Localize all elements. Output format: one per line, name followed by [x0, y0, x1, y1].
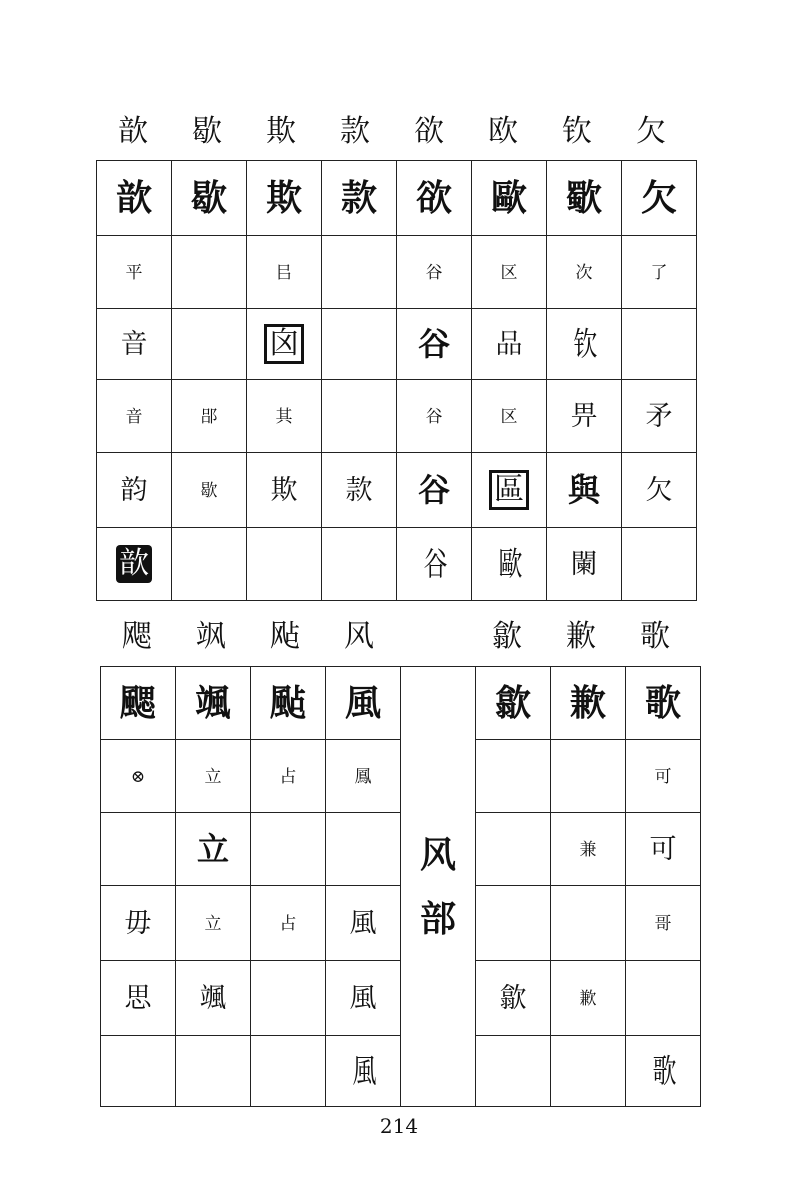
glyph-cell	[101, 740, 176, 813]
glyph-cell	[476, 961, 551, 1036]
glyph-cell	[547, 236, 622, 309]
glyph-cell	[322, 309, 397, 380]
bottom-right-header: 歌	[640, 619, 670, 654]
glyph-cell	[97, 161, 172, 236]
script-glyph: 闌	[570, 548, 598, 580]
glyph-cell	[97, 453, 172, 528]
top-header: 欠	[636, 114, 666, 149]
department-label: 部	[419, 897, 456, 940]
glyph-cell	[176, 961, 251, 1036]
glyph-cell	[551, 886, 626, 961]
glyph-cell	[326, 740, 401, 813]
top-header: 欧	[488, 114, 518, 149]
bottom-character-table	[100, 666, 701, 1107]
glyph-cell	[326, 813, 401, 886]
glyph-cell	[322, 236, 397, 309]
glyph-cell	[97, 528, 172, 601]
top-header: 歆	[118, 114, 148, 149]
script-glyph: 次	[575, 262, 593, 283]
glyph-cell	[176, 667, 251, 740]
script-glyph: 区	[500, 406, 518, 427]
glyph-cell	[397, 236, 472, 309]
glyph-cell	[547, 161, 622, 236]
script-glyph: 了	[650, 262, 668, 283]
table-row	[97, 236, 697, 309]
script-glyph: 颯	[199, 982, 227, 1014]
script-glyph: 可	[654, 766, 672, 787]
script-glyph: 立	[204, 913, 222, 934]
glyph-cell	[476, 667, 551, 740]
glyph-cell	[172, 161, 247, 236]
top-header-row	[96, 112, 688, 152]
glyph-cell	[397, 380, 472, 453]
glyph-cell	[622, 161, 697, 236]
glyph-cell	[551, 740, 626, 813]
glyph-cell	[251, 961, 326, 1036]
script-glyph: 欺	[270, 474, 298, 506]
script-glyph: 思	[124, 982, 152, 1014]
script-glyph: 款	[340, 177, 377, 219]
glyph-cell	[101, 886, 176, 961]
script-glyph: 其	[275, 406, 293, 427]
script-glyph: 谷	[425, 262, 443, 283]
glyph-cell	[251, 1036, 326, 1107]
glyph-cell	[322, 161, 397, 236]
script-glyph: 颭	[269, 682, 306, 724]
script-glyph: 歉	[579, 988, 597, 1009]
script-glyph: 可	[649, 833, 677, 865]
department-label: 风	[419, 833, 456, 876]
script-glyph: 歇	[200, 480, 218, 501]
bottom-left-header: 飔	[122, 619, 152, 654]
glyph-cell	[172, 528, 247, 601]
script-glyph: 歙	[499, 982, 527, 1014]
bottom-left-header: 飒	[196, 619, 226, 654]
bottom-right-header-row	[470, 617, 692, 657]
script-glyph: 占	[279, 766, 297, 787]
glyph-cell	[551, 961, 626, 1036]
page-number: 214	[379, 1114, 419, 1138]
script-glyph: 毋	[124, 907, 152, 939]
glyph-cell	[101, 961, 176, 1036]
glyph-cell	[322, 528, 397, 601]
glyph-cell	[322, 453, 397, 528]
glyph-cell	[176, 813, 251, 886]
bottom-left-header-row	[100, 617, 396, 657]
glyph-cell	[97, 309, 172, 380]
glyph-cell	[626, 740, 701, 813]
script-glyph: 平	[125, 262, 143, 283]
script-glyph: 歐	[498, 545, 520, 583]
script-glyph: 歙	[494, 682, 531, 724]
script-glyph: 欺	[265, 177, 302, 219]
glyph-cell	[626, 667, 701, 740]
glyph-cell	[476, 886, 551, 961]
glyph-cell	[251, 886, 326, 961]
script-glyph: 款	[345, 474, 373, 506]
script-glyph: 欠	[645, 474, 673, 506]
script-glyph: 欠	[640, 177, 677, 219]
top-header: 歇	[192, 114, 222, 149]
script-glyph: 立	[204, 766, 222, 787]
glyph-cell	[322, 380, 397, 453]
glyph-cell	[397, 453, 472, 528]
top-character-table	[96, 160, 697, 601]
script-glyph: 兼	[579, 839, 597, 860]
script-glyph: 歉	[569, 682, 606, 724]
script-glyph: 歐	[490, 177, 527, 219]
glyph-cell	[626, 886, 701, 961]
top-header: 欲	[414, 114, 444, 149]
glyph-cell	[176, 886, 251, 961]
glyph-cell	[547, 309, 622, 380]
script-glyph: 谷	[425, 406, 443, 427]
script-glyph: 谷	[417, 325, 450, 363]
script-glyph: 占	[279, 913, 297, 934]
top-header: 钦	[562, 114, 592, 149]
glyph-cell	[247, 236, 322, 309]
glyph-cell	[326, 1036, 401, 1107]
script-glyph: 谷	[417, 471, 450, 509]
glyph-cell	[251, 740, 326, 813]
bottom-right-header: 歙	[492, 619, 522, 654]
script-glyph: 音	[125, 406, 143, 427]
glyph-cell	[247, 380, 322, 453]
glyph-cell	[101, 1036, 176, 1107]
script-glyph: 欲	[415, 177, 452, 219]
glyph-cell	[326, 886, 401, 961]
glyph-cell	[172, 309, 247, 380]
glyph-cell	[172, 380, 247, 453]
glyph-cell	[472, 236, 547, 309]
glyph-cell	[622, 453, 697, 528]
glyph-cell	[397, 161, 472, 236]
glyph-cell	[547, 528, 622, 601]
glyph-cell	[476, 740, 551, 813]
glyph-cell	[97, 380, 172, 453]
glyph-cell	[472, 161, 547, 236]
glyph-cell	[472, 380, 547, 453]
table-row	[97, 161, 697, 236]
department-label-cell	[401, 667, 476, 1107]
bottom-left-header: 飐	[270, 619, 300, 654]
glyph-cell	[172, 236, 247, 309]
glyph-cell	[622, 380, 697, 453]
script-glyph: 颯	[194, 682, 231, 724]
script-glyph: 鳳	[354, 766, 372, 787]
glyph-cell	[176, 740, 251, 813]
glyph-cell	[326, 961, 401, 1036]
script-glyph: 歆	[116, 545, 152, 583]
script-glyph: 區	[489, 470, 529, 510]
glyph-cell	[472, 453, 547, 528]
glyph-cell	[472, 528, 547, 601]
table-row	[97, 380, 697, 453]
script-glyph: 立	[196, 830, 229, 868]
glyph-cell	[97, 236, 172, 309]
glyph-cell	[626, 1036, 701, 1107]
script-glyph: 歇	[190, 177, 227, 219]
script-glyph: 区	[500, 262, 518, 283]
script-glyph: 囟	[264, 324, 304, 364]
glyph-cell	[247, 161, 322, 236]
script-glyph: 風	[349, 907, 377, 939]
glyph-cell	[622, 528, 697, 601]
glyph-cell	[101, 667, 176, 740]
bottom-left-header: 风	[344, 619, 374, 654]
glyph-cell	[622, 309, 697, 380]
glyph-cell	[172, 453, 247, 528]
script-glyph: ⊗	[130, 766, 146, 787]
script-glyph: 谷	[423, 545, 445, 583]
script-glyph: 矛	[645, 400, 673, 432]
script-glyph: 畀	[570, 400, 598, 432]
script-glyph: 钦	[573, 325, 595, 363]
script-glyph: 歌	[644, 682, 681, 724]
top-header: 款	[340, 114, 370, 149]
glyph-cell	[251, 813, 326, 886]
script-glyph: 與	[567, 471, 600, 509]
script-glyph: 風	[349, 982, 377, 1014]
glyph-cell	[472, 309, 547, 380]
glyph-cell	[551, 813, 626, 886]
script-glyph: 風	[344, 682, 381, 724]
glyph-cell	[247, 453, 322, 528]
table-row	[97, 309, 697, 380]
glyph-cell	[626, 961, 701, 1036]
glyph-cell	[551, 1036, 626, 1107]
script-glyph: 歜	[565, 177, 602, 219]
glyph-cell	[476, 813, 551, 886]
glyph-cell	[626, 813, 701, 886]
glyph-cell	[101, 813, 176, 886]
script-glyph: 韵	[120, 474, 148, 506]
glyph-cell	[476, 1036, 551, 1107]
glyph-cell	[326, 667, 401, 740]
glyph-cell	[251, 667, 326, 740]
glyph-cell	[551, 667, 626, 740]
glyph-cell	[247, 528, 322, 601]
table-row	[97, 453, 697, 528]
glyph-cell	[397, 528, 472, 601]
script-glyph: 颸	[119, 682, 156, 724]
script-glyph: 品	[495, 328, 523, 360]
script-glyph: 風	[352, 1052, 374, 1090]
script-glyph: 歆	[115, 177, 152, 219]
glyph-cell	[397, 309, 472, 380]
script-glyph: 郘	[200, 406, 218, 427]
table-row	[101, 667, 701, 740]
glyph-cell	[622, 236, 697, 309]
glyph-cell	[176, 1036, 251, 1107]
glyph-cell	[247, 309, 322, 380]
script-glyph: 音	[120, 328, 148, 360]
top-header: 欺	[266, 114, 296, 149]
script-glyph: 哥	[654, 913, 672, 934]
bottom-right-header: 歉	[566, 619, 596, 654]
glyph-cell	[547, 453, 622, 528]
glyph-cell	[547, 380, 622, 453]
script-glyph: 歌	[652, 1052, 674, 1090]
script-glyph: 㠯	[275, 262, 293, 283]
table-row	[97, 528, 697, 601]
